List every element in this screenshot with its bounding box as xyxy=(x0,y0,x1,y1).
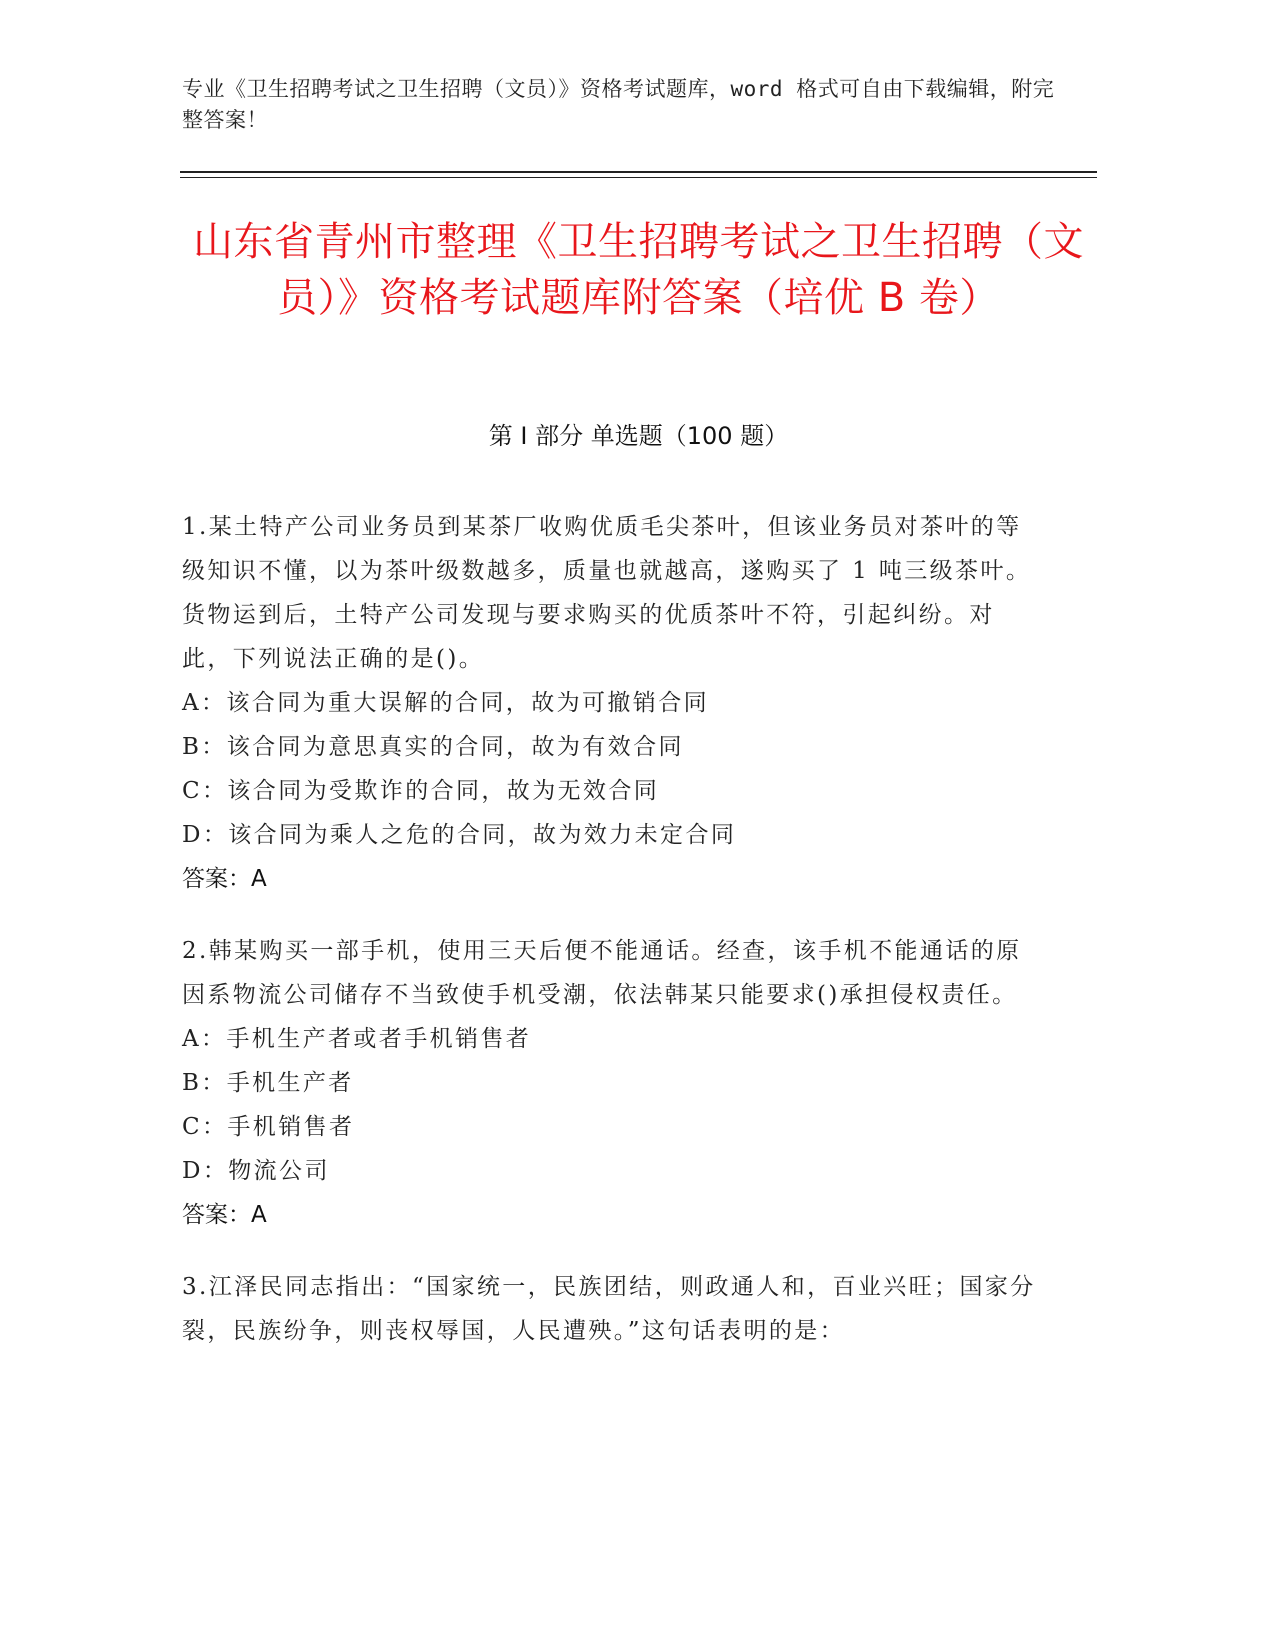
header-divider-thick xyxy=(180,171,1097,173)
answer: 答案：A xyxy=(182,866,267,892)
option-d: D：该合同为乘人之危的合同，故为效力未定合同 xyxy=(182,822,737,848)
question-stem: 3.江泽民同志指出：“国家统一，民族团结，则政通人和，百业兴旺；国家分裂，民族纷争，则丧权辱国，人民遭殃。”这句话表明的是： xyxy=(182,1274,1036,1344)
question-1 xyxy=(182,505,1042,901)
question-2 xyxy=(182,929,1042,1237)
option-a: A：手机生产者或者手机销售者 xyxy=(182,1026,532,1052)
document-title: 山东省青州市整理《卫生招聘考试之卫生招聘（文员）》资格考试题库附答案（培优 B 卷） xyxy=(193,219,1084,321)
header-note: 专业《卫生招聘考试之卫生招聘（文员）》资格考试题库，word 格式可自由下载编辑，附完整答案！ xyxy=(182,77,1055,132)
question-stem: 1.某土特产公司业务员到某茶厂收购优质毛尖茶叶，但该业务员对茶叶的等级知识不懂，以为茶叶级数越多，质量也就越高，遂购买了 1 吨三级茶叶。货物运到后，土特产公司发现与要求购买的优质茶叶不符，引起纠纷。对此，下列说法正确的是()。 xyxy=(182,514,1032,672)
option-b: B：手机生产者 xyxy=(182,1070,354,1096)
question-3 xyxy=(182,1265,1042,1353)
option-d: D：物流公司 xyxy=(182,1158,330,1184)
header-divider-thin xyxy=(180,177,1097,178)
option-b: B：该合同为意思真实的合同，故为有效合同 xyxy=(182,734,684,760)
question-list xyxy=(182,505,1042,1381)
section-title: 第 I 部分 单选题（100 题） xyxy=(488,422,789,450)
option-c: C：手机销售者 xyxy=(182,1114,355,1140)
option-a: A：该合同为重大误解的合同，故为可撤销合同 xyxy=(182,690,710,716)
answer: 答案：A xyxy=(182,1202,267,1228)
question-stem: 2.韩某购买一部手机，使用三天后便不能通话。经查，该手机不能通话的原因系物流公司储存不当致使手机受潮，依法韩某只能要求()承担侵权责任。 xyxy=(182,938,1022,1008)
option-c: C：该合同为受欺诈的合同，故为无效合同 xyxy=(182,778,660,804)
